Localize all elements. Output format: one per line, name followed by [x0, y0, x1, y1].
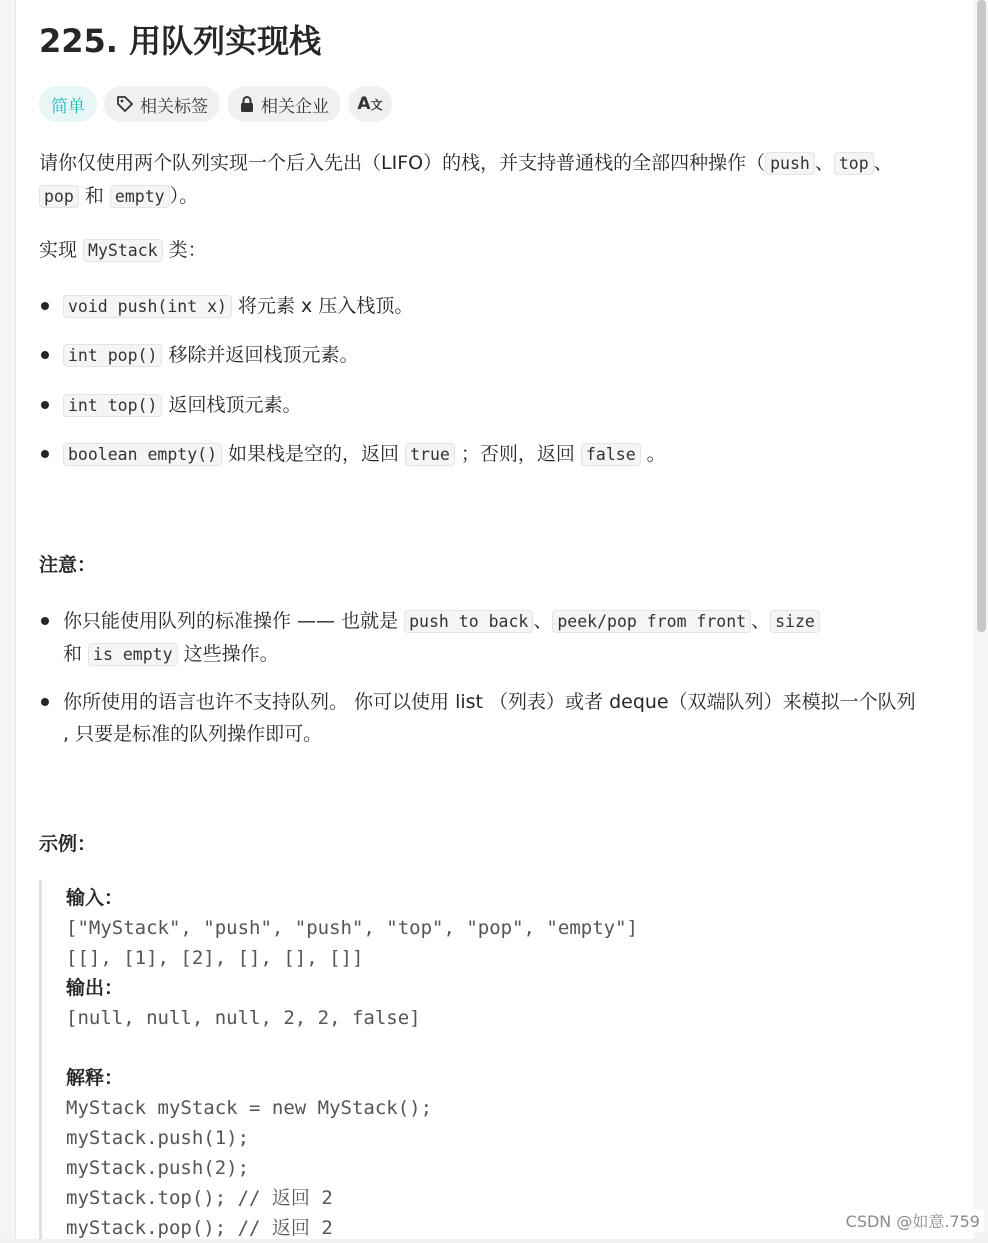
lock-icon	[239, 95, 255, 113]
input-line-2: [[], [1], [2], [], [], []]	[66, 947, 364, 969]
code-push: push	[765, 152, 815, 175]
code-empty: empty	[110, 185, 170, 208]
explain-code-3: myStack.push(2);	[66, 1157, 250, 1179]
method-empty: boolean empty() 如果栈是空的，返回 true ；否则，返回 false 。	[39, 438, 666, 471]
translate-icon: A文	[357, 94, 383, 114]
related-companies-button[interactable]	[227, 86, 341, 122]
related-tags-label: 相关标签	[140, 96, 208, 117]
problem-title: 225. 用队列实现栈	[39, 22, 322, 60]
problem-tags	[39, 86, 392, 122]
explain-code-4: myStack.top(); // 返回 2	[66, 1187, 333, 1209]
scrollbar-thumb[interactable]	[977, 0, 986, 632]
related-companies-label: 相关企业	[261, 96, 329, 117]
note-heading: 注意：	[39, 554, 97, 576]
code-top: top	[834, 152, 874, 175]
example-block	[39, 880, 929, 1239]
tag-icon	[116, 95, 134, 113]
explain-code-1: MyStack myStack = new MyStack();	[66, 1097, 433, 1119]
example-heading: 示例：	[39, 833, 97, 855]
code-pop: pop	[39, 185, 79, 208]
method-top: int top() 返回栈顶元素。	[39, 389, 301, 422]
input-line-1: ["MyStack", "push", "push", "top", "pop", "empty"]	[66, 917, 638, 939]
code-mystack: MyStack	[83, 239, 163, 262]
output-label: 输出：	[66, 977, 124, 999]
left-panel-edge	[0, 0, 16, 1239]
explain-code-2: myStack.push(1);	[66, 1127, 250, 1149]
translate-button[interactable]	[348, 86, 392, 122]
csdn-watermark: CSDN @如意.759	[842, 1209, 984, 1232]
method-pop: int pop() 移除并返回栈顶元素。	[39, 339, 358, 372]
implement-line: 实现 MyStack 类：	[39, 239, 207, 261]
note-item-2: 你所使用的语言也许不支持队列。 你可以使用 list （列表）或者 deque（双端队列）来模拟一个队列 , 只要是标准的队列操作即可。	[39, 686, 919, 750]
method-push: void push(int x) 将元素 x 压入栈顶。	[39, 290, 413, 323]
note-item-1: 你只能使用队列的标准操作 —— 也就是 push to back 、 peek/pop from front 、 size 和 is empty 这些操作。	[39, 605, 919, 671]
explain-label: 解释：	[66, 1067, 124, 1089]
intro-paragraph: 请你仅使用两个队列实现一个后入先出（LIFO）的栈，并支持普通栈的全部四种操作（ push 、 top 、pop 和 empty ）。	[39, 152, 893, 207]
difficulty-badge[interactable]: 简单	[39, 86, 97, 122]
explain-code-5: myStack.pop(); // 返回 2	[66, 1217, 333, 1239]
related-tags-button[interactable]	[104, 86, 220, 122]
input-label: 输入：	[66, 887, 124, 909]
output-line: [null, null, null, 2, 2, false]	[66, 1007, 421, 1029]
